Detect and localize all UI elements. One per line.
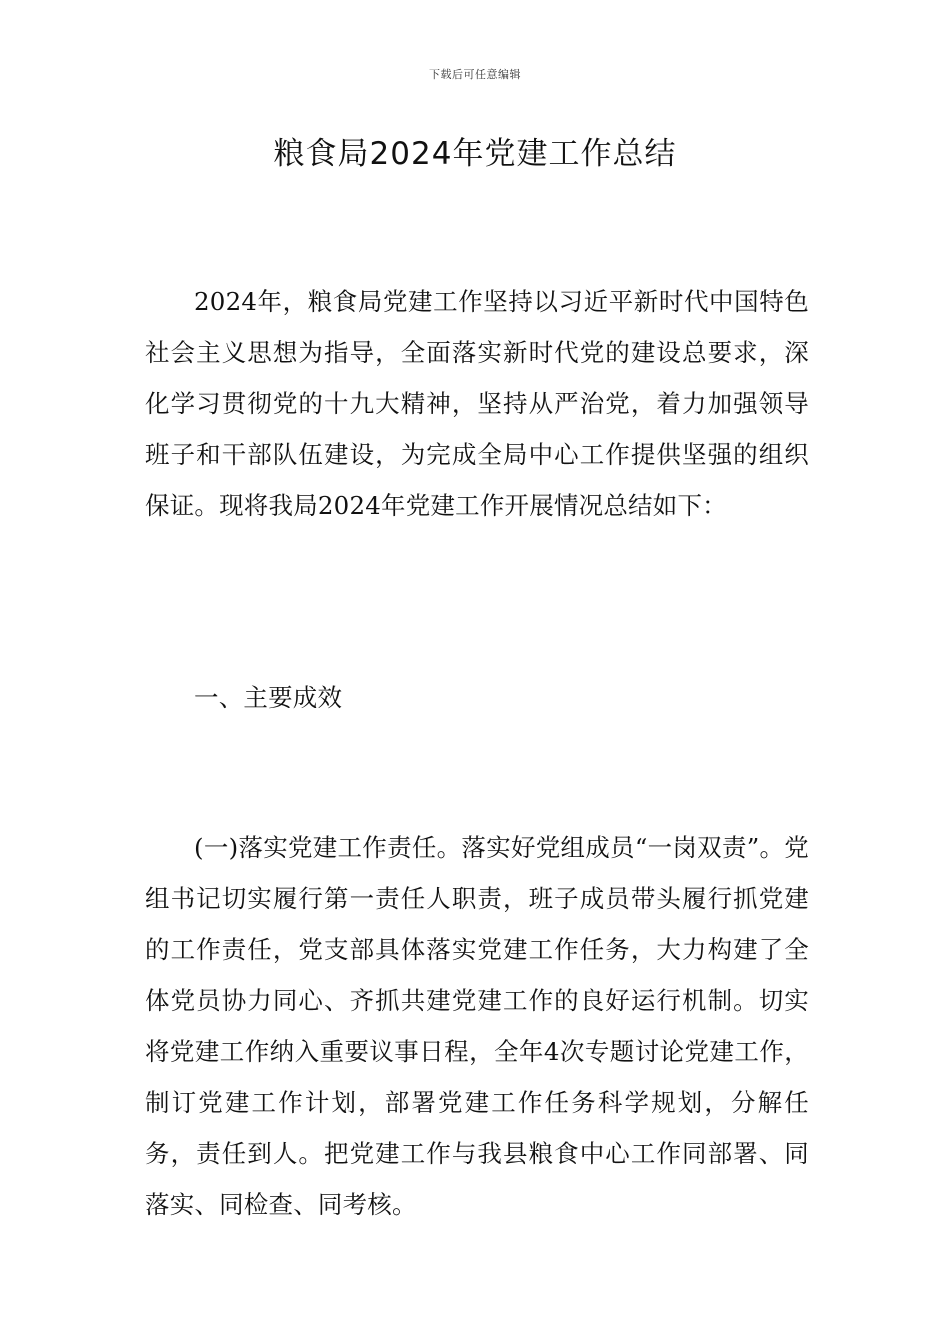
section-heading: 一、主要成效 <box>194 683 343 712</box>
intro-paragraph: 2024年，粮食局党建工作坚持以习近平新时代中国特色社会主义思想为指导，全面落实新时代党的建设总要求，深化学习贯彻党的十九大精神，坚持从严治党，着力加强领导班子和干部队伍建设，为完成全局中心工作提供坚强的组织保证。现将我局2024年党建工作开展情况总结如下： <box>145 287 809 520</box>
header-note: 下载后可任意编辑 <box>429 68 521 81</box>
item-paragraph-1: (一)落实党建工作责任。落实好党组成员“一岗双责”。党组书记切实履行第一责任人职责，班子成员带头履行抓党建的工作责任，党支部具体落实党建工作任务，大力构建了全体党员协力同心、齐抓共建党建工作的良好运行机制。切实将党建工作纳入重要议事日程，全年4次专题讨论党建工作，制订党建工作计划，部署党建工作任务科学规划，分解任务，责任到人。把党建工作与我县粮食中心工作同部署、同落实、同检查、同考核。 <box>145 833 809 1219</box>
document-title: 粮食局2024年党建工作总结 <box>273 136 677 172</box>
